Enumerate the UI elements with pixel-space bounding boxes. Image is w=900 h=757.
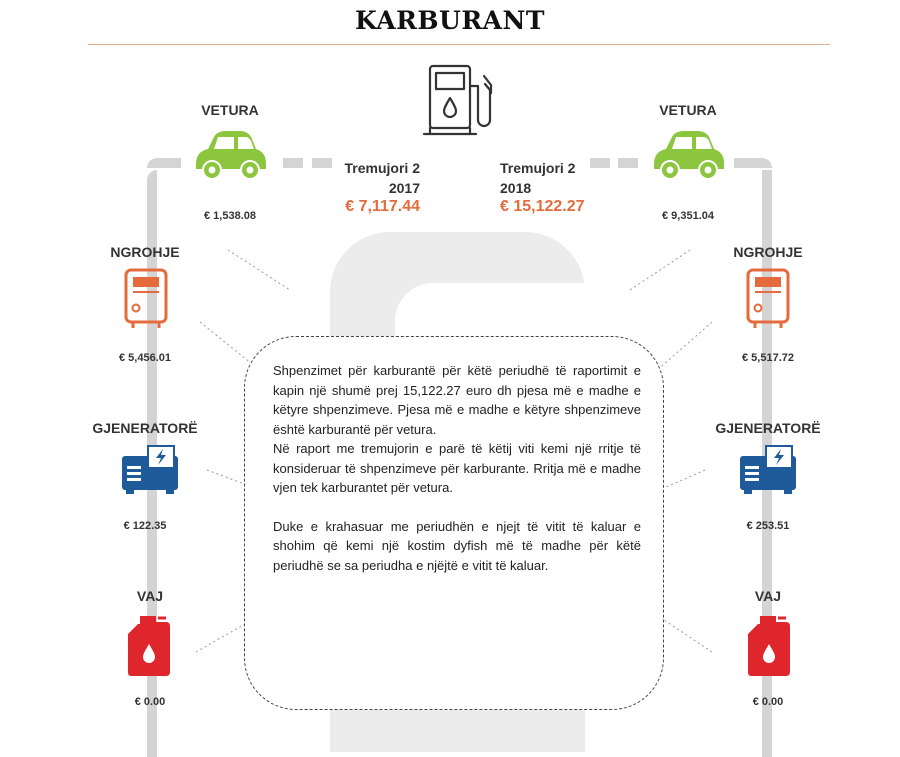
period-2018-amount: € 15,122.27 — [500, 198, 585, 215]
summary-paragraph-1: Shpenzimet për karburantë për këtë periudhë të raportimit e kapin një shumë prej 15,122.27 euro dh pjesa më e madhe e këtyre shpenzimeve. Pjesa më e madhe e këtyre shpenzimeve është karburantë për vetura. — [273, 363, 641, 437]
period-2017 — [325, 158, 420, 198]
leader-right-gjeneratore — [664, 470, 705, 488]
period-2017-year: 2017 — [388, 180, 420, 196]
leader-right-vetura — [630, 250, 690, 290]
page-title: KARBURANT — [355, 6, 545, 35]
fuel-pump-icon — [420, 62, 500, 140]
right-ngrohje-value: € 5,517.72 — [742, 352, 794, 364]
oil-canister-icon — [126, 614, 172, 678]
right-gjeneratore-label: GJENERATORË — [715, 420, 821, 436]
generator-icon — [120, 444, 180, 496]
oil-canister-icon — [746, 614, 792, 678]
generator-icon — [738, 444, 798, 496]
period-2018-label: Tremujori 2 — [500, 160, 576, 176]
leader-left-vetura — [228, 250, 290, 290]
period-2017-label: Tremujori 2 — [344, 160, 420, 176]
car-icon — [190, 125, 270, 185]
period-2018-year: 2018 — [500, 180, 532, 196]
left-gjeneratore-value: € 122.35 — [123, 520, 167, 532]
left-vetura-value: € 1,538.08 — [204, 210, 256, 222]
boiler-icon — [746, 268, 790, 332]
period-2017-amount: € 7,117.44 — [345, 198, 420, 215]
left-gjeneratore-label: GJENERATORË — [92, 420, 198, 436]
left-vaj-value: € 0.00 — [134, 696, 166, 708]
right-gjeneratore-value: € 253.51 — [746, 520, 790, 532]
right-vaj-value: € 0.00 — [752, 696, 784, 708]
right-vaj-label: VAJ — [754, 588, 782, 604]
period-2018 — [500, 158, 600, 198]
right-vetura-value: € 9,351.04 — [662, 210, 714, 222]
leader-right-ngrohje — [655, 322, 712, 372]
summary-paragraph-2: Në raport me tremujorin e parë të këtij viti kemi një rritje të konsideruar të shpenzimeve për karburante. Rritja më e madhe vjen tek karburantet për vetura. — [273, 441, 641, 495]
right-vetura-label: VETURA — [659, 102, 717, 118]
left-vetura-label: VETURA — [201, 102, 259, 118]
summary-paragraph-3: Duke e krahasuar me periudhën e njejt të vitit të kaluar e shohim që kemi një kostim dyfish më të madhe për këtë periudhë se sa periudha e njëjtë e vitit të kaluar. — [273, 518, 641, 573]
boiler-icon — [124, 268, 168, 332]
left-vaj-label: VAJ — [136, 588, 164, 604]
left-ngrohje-label: NGROHJE — [110, 244, 180, 260]
right-ngrohje-label: NGROHJE — [733, 244, 803, 260]
left-ngrohje-value: € 5,456.01 — [119, 352, 171, 364]
car-icon — [648, 125, 728, 185]
leader-right-vaj — [664, 620, 712, 652]
summary-textbox — [244, 336, 664, 710]
